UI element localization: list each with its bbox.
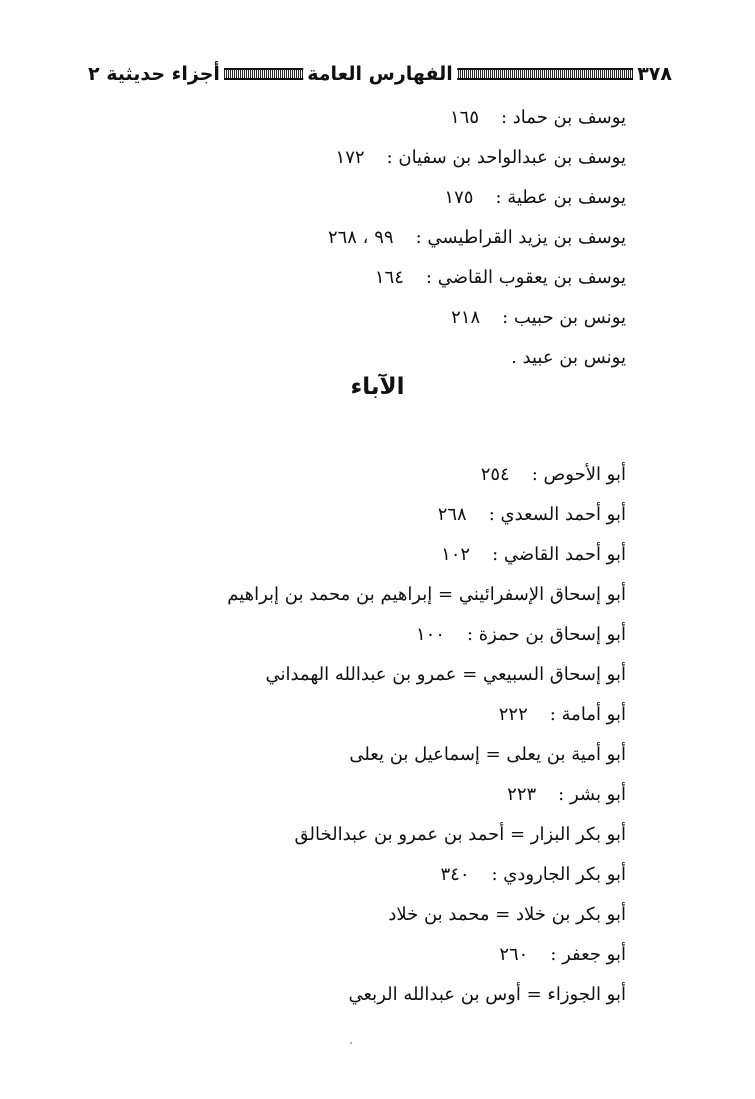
entry-name: يوسف بن يعقوب القاضي : (425, 267, 626, 288)
entry-page-refs: ١٧٢ (335, 147, 365, 168)
index-entry (227, 495, 626, 535)
index-entry (328, 138, 626, 178)
entry-page-refs: ٣٤٠ (440, 864, 470, 885)
index-entry (227, 935, 626, 975)
entry-page-refs: ١٦٥ (449, 107, 479, 128)
entry-name: يوسف بن عطية : (495, 187, 626, 208)
entry-name: أبو بكر الجارودي : (491, 864, 626, 885)
entry-name: يوسف بن يزيد القراطيسي : (415, 227, 626, 248)
index-entry (328, 218, 626, 258)
index-entry (227, 975, 626, 1015)
entry-page-refs: ١٦٤ (374, 267, 404, 288)
entry-name: أبو بكر البزار = أحمد بن عمرو بن عبدالخالق (294, 824, 626, 845)
entry-name: أبو إسحاق بن حمزة : (466, 624, 626, 645)
index-entry (227, 615, 626, 655)
index-entry (328, 98, 626, 138)
index-entry (328, 178, 626, 218)
entry-page-refs: ١٠٢ (441, 544, 471, 565)
entry-page-refs: ٢١٨ (451, 307, 481, 328)
entry-name: يوسف بن عبدالواحد بن سفيان : (386, 147, 626, 168)
entry-name: أبو إسحاق السبيعي = عمرو بن عبدالله الهمداني (265, 664, 626, 685)
entry-name: يونس بن حبيب : (502, 307, 626, 328)
entry-page-refs: ٢٦٨ (437, 504, 467, 525)
entry-name: أبو جعفر : (550, 944, 626, 965)
entry-name: أبو الأحوص : (531, 464, 626, 485)
entry-page-refs: ٢٢٢ (498, 704, 528, 725)
section-title: الفهارس العامة (303, 60, 457, 88)
entry-name: أبو بشر : (558, 784, 626, 805)
scan-speck (350, 1042, 352, 1044)
entry-name: أبو بكر بن خلاد = محمد بن خلاد (388, 904, 626, 925)
kunya-index-list (227, 455, 626, 1015)
index-entry (227, 575, 626, 615)
entry-name: أبو أمامة : (549, 704, 626, 725)
entry-name: أبو أحمد السعدي : (488, 504, 626, 525)
running-header (84, 60, 676, 88)
entry-page-refs: ٩٩ ، ٢٦٨ (327, 227, 394, 248)
entry-name: أبو أمية بن يعلى = إسماعيل بن يعلى (349, 744, 626, 765)
index-entry (227, 455, 626, 495)
index-entry (227, 535, 626, 575)
index-entry (227, 895, 626, 935)
index-entry (227, 815, 626, 855)
names-index-list (328, 98, 626, 378)
entry-name: يونس بن عبيد . (511, 347, 626, 368)
index-entry (328, 298, 626, 338)
entry-name: أبو الجوزاء = أوس بن عبدالله الربعي (348, 984, 626, 1005)
entry-name: يوسف بن حماد : (501, 107, 626, 128)
index-entry (227, 695, 626, 735)
index-entry (328, 258, 626, 298)
entry-name: أبو أحمد القاضي : (492, 544, 626, 565)
entry-page-refs: ٢٢٣ (507, 784, 537, 805)
entry-page-refs: ١٧٥ (444, 187, 474, 208)
index-entry (227, 775, 626, 815)
index-entry (227, 655, 626, 695)
book-title: أجزاء حديثية ٢ (84, 60, 224, 88)
page-number: ٣٧٨ (633, 60, 676, 88)
kunya-section-heading: الآباء (350, 374, 405, 400)
entry-name: أبو إسحاق الإسفرائيني = إبراهيم بن محمد بن إبراهيم (227, 584, 626, 605)
entry-page-refs: ١٠٠ (415, 624, 445, 645)
entry-page-refs: ٢٦٠ (499, 944, 529, 965)
index-entry (328, 338, 626, 378)
index-entry (227, 735, 626, 775)
index-entry (227, 855, 626, 895)
entry-page-refs: ٢٥٤ (480, 464, 510, 485)
